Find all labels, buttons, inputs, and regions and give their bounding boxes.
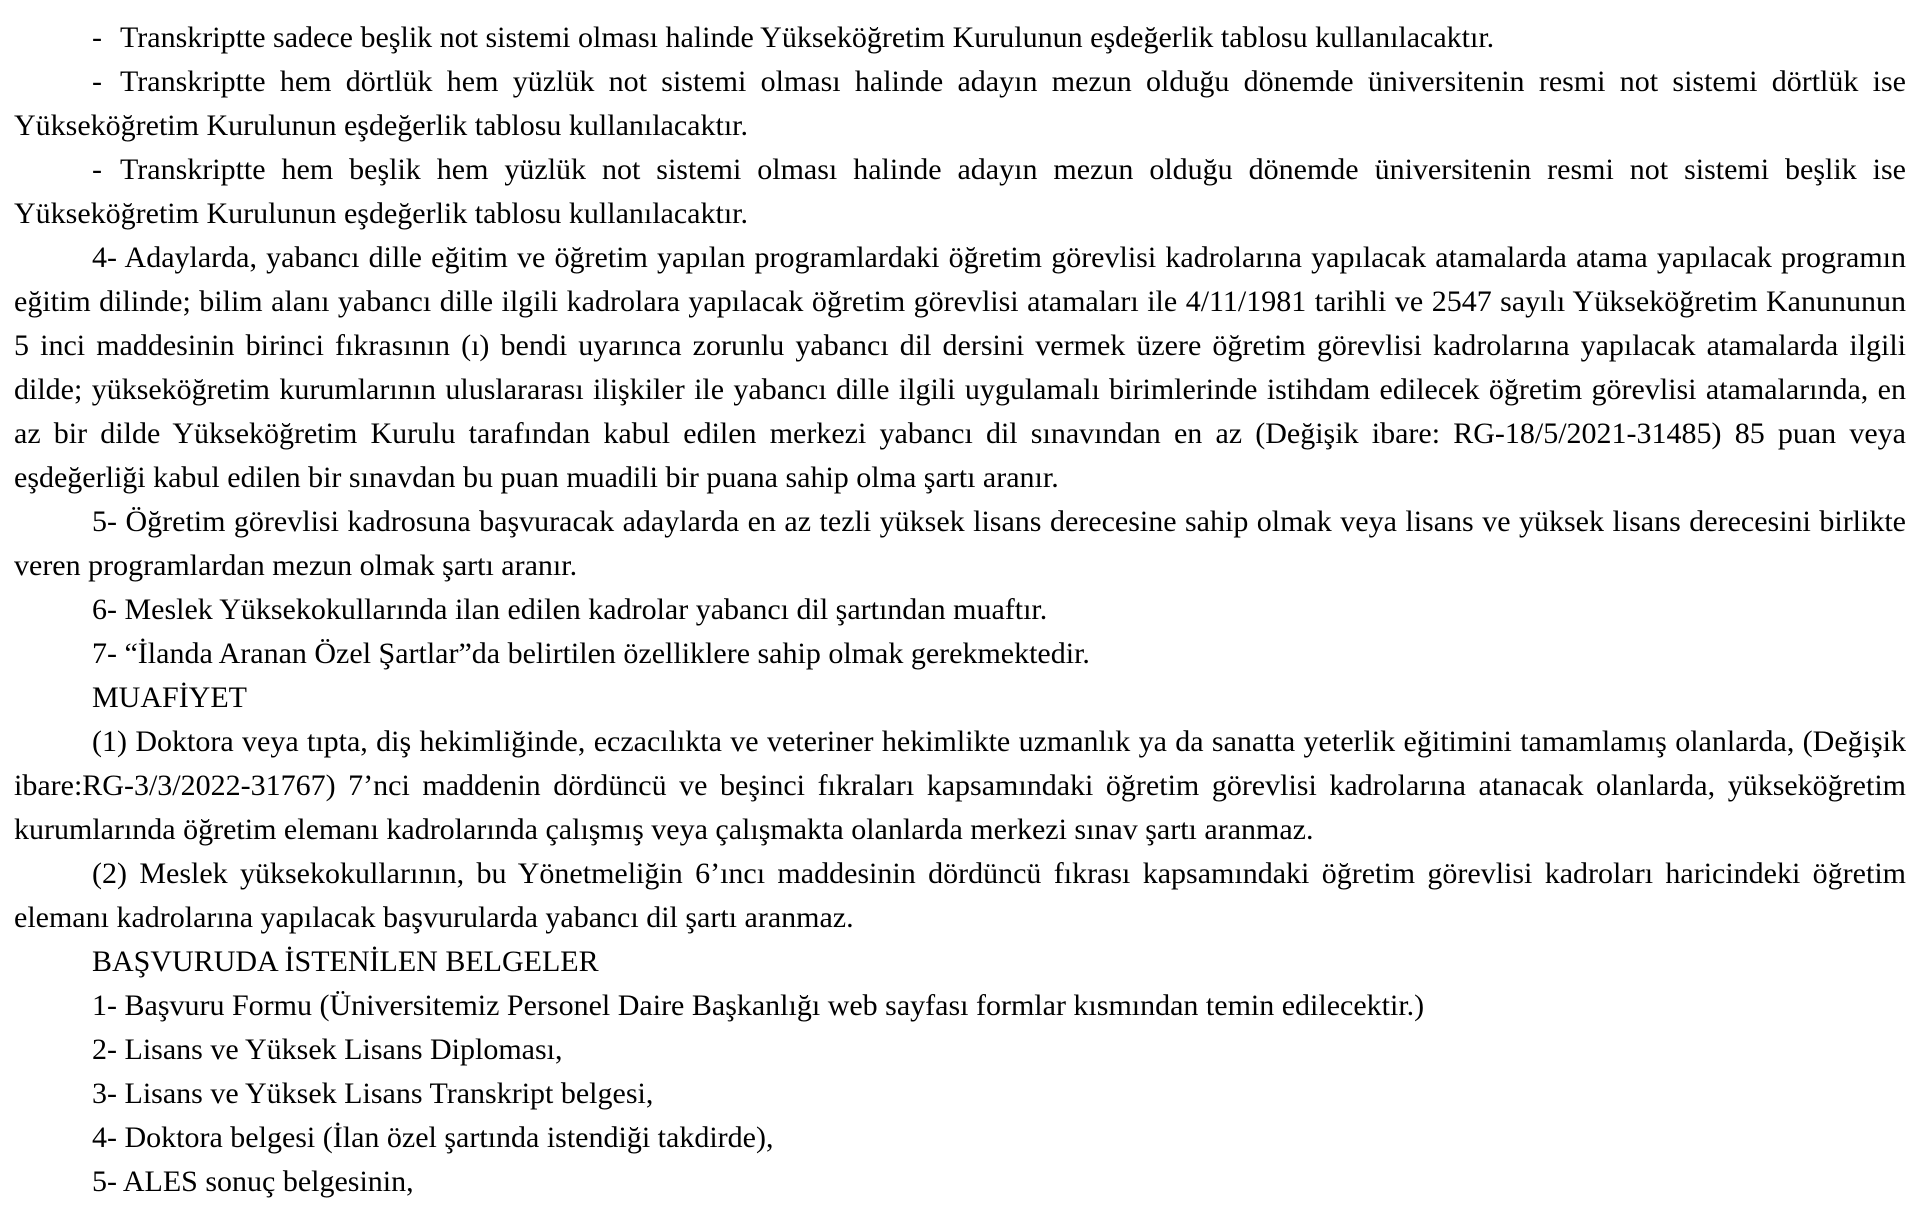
bullet-paragraph: [14, 60, 1906, 148]
document-list-item-4: 4- Doktora belgesi (İlan özel şartında istendiği takdirde),: [92, 1121, 774, 1154]
paragraph-article-7: 7- “İlanda Aranan Özel Şartlar”da belirtilen özelliklere sahip olmak gerekmektedir.: [92, 637, 1090, 670]
document-list-item-3: 3- Lisans ve Yüksek Lisans Transkript belgesi,: [92, 1077, 654, 1110]
dash-marker: -: [92, 21, 102, 54]
bullet-paragraph: [14, 148, 1906, 236]
paragraph-exemption-2: (2) Meslek yüksekokullarının, bu Yönetmeliğin 6’ıncı maddesinin dördüncü fıkrası kapsamındaki öğretim görevlisi kadroları haricindeki öğretim elemanı kadrolarına yapılacak başvurularda yabancı dil şartı aranmaz.: [14, 857, 1906, 934]
dash-marker: -: [92, 153, 102, 186]
section-heading-muafiyet: MUAFİYET: [92, 681, 247, 714]
paragraph-text: Transkriptte hem dörtlük hem yüzlük not sistemi olması halinde adayın mezun olduğu dönemde üniversitenin resmi not sistemi dörtlük ise Yükseköğretim Kurulunun eşdeğerlik tablosu kullanılacaktır.: [14, 65, 1906, 142]
paragraph-text: Transkriptte hem beşlik hem yüzlük not sistemi olması halinde adayın mezun olduğu dönemde üniversitenin resmi not sistemi beşlik ise Yükseköğretim Kurulunun eşdeğerlik tablosu kullanılacaktır.: [14, 153, 1906, 230]
paragraph-article-5: 5- Öğretim görevlisi kadrosuna başvuracak adaylarda en az tezli yüksek lisans derecesine sahip olmak veya lisans ve yüksek lisans derecesini birlikte veren programlardan mezun olmak şartı aranır.: [14, 505, 1906, 582]
section-heading-belgeler: BAŞVURUDA İSTENİLEN BELGELER: [92, 945, 599, 978]
document-list-item-1: 1- Başvuru Formu (Üniversitemiz Personel Daire Başkanlığı web sayfası formlar kısmından temin edilecektir.): [92, 989, 1425, 1022]
paragraph-article-6: 6- Meslek Yüksekokullarında ilan edilen kadrolar yabancı dil şartından muaftır.: [92, 593, 1048, 626]
document-list-item-2: 2- Lisans ve Yüksek Lisans Diploması,: [92, 1033, 563, 1066]
paragraph-article-4: 4- Adaylarda, yabancı dille eğitim ve öğretim yapılan programlardaki öğretim görevlisi kadrolarına yapılacak atamalarda atama yapılacak programın eğitim dilinde; bilim alanı yabancı dille ilgili kadrolara yapılacak öğretim görevlisi atamaları ile 4/11/1981 tarihli ve 2547 sayılı Yükseköğretim Kanununun 5 inci maddesinin birinci fıkrasının (ı) bendi uyarınca zorunlu yabancı dil dersini vermek üzere öğretim görevlisi kadrolarına yapılacak atamalarda ilgili dilde; yükseköğretim kurumlarının uluslararası ilişkiler ile yabancı dille ilgili uygulamalı birimlerinde istihdam edilecek öğretim görevlisi atamalarında, en az bir dilde Yükseköğretim Kurulu tarafından kabul edilen merkezi yabancı dil sınavından en az (Değişik ibare: RG-18/5/2021-31485) 85 puan veya eşdeğerliği kabul edilen bir sınavdan bu puan muadili bir puana sahip olma şartı aranır.: [14, 241, 1906, 494]
bullet-paragraph: [14, 16, 1906, 60]
paragraph-text: Transkriptte sadece beşlik not sistemi olması halinde Yükseköğretim Kurulunun eşdeğerlik tablosu kullanılacaktır.: [120, 21, 1495, 54]
document-list-item-5: 5- ALES sonuç belgesinin,: [92, 1165, 414, 1198]
dash-marker: -: [92, 65, 102, 98]
paragraph-exemption-1: (1) Doktora veya tıpta, diş hekimliğinde, eczacılıkta ve veteriner hekimlikte uzmanlık ya da sanatta yeterlik eğitimini tamamlamış olanlarda, (Değişik ibare:RG-3/3/2022-31767) 7’nci maddenin dördüncü ve beşinci fıkraları kapsamındaki öğretim görevlisi kadrolarına atanacak olanlarda, yükseköğretim kurumlarında öğretim elemanı kadrolarında çalışmış veya çalışmakta olanlarda merkezi sınav şartı aranmaz.: [14, 725, 1906, 846]
